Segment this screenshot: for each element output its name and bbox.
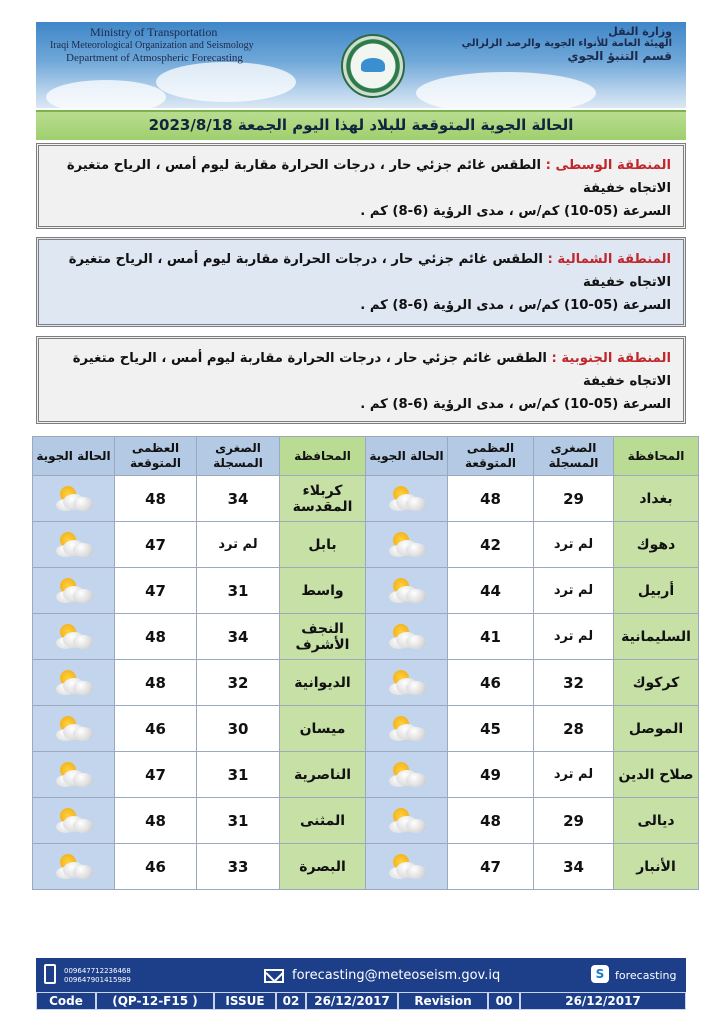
condition-cell (366, 614, 448, 660)
cloud-shape (73, 773, 93, 787)
partly-cloudy-icon (386, 668, 428, 698)
footer-contacts (36, 958, 686, 992)
cloud-shape (406, 681, 426, 695)
province-name: الموصل (614, 706, 699, 752)
province-name: السليمانية (614, 614, 699, 660)
region-forecast-line1: الطقس غائم جزئي حار ، درجات الحرارة مقاربة ليوم أمس ، الرياح متغيرة الاتجاه خفيفة (72, 351, 671, 389)
condition-cell (33, 798, 115, 844)
max-temp: 48 (115, 476, 197, 522)
province-name: البصرة (280, 844, 366, 890)
cloud-shape (73, 727, 93, 741)
condition-cell (366, 522, 448, 568)
province-name: كركوك (614, 660, 699, 706)
province-name: ديالى (614, 798, 699, 844)
max-temp: 47 (115, 568, 197, 614)
cloud-shape (406, 727, 426, 741)
header-province: المحافظة (614, 437, 699, 476)
province-name: دهوك (614, 522, 699, 568)
table-row (33, 568, 699, 614)
partly-cloudy-icon (53, 484, 95, 514)
table-row (33, 798, 699, 844)
table-row (33, 614, 699, 660)
condition-cell (33, 476, 115, 522)
forecast-title: الحالة الجوية المتوقعة للبلاد لهذا اليوم الجمعة 2023/8/18 (148, 116, 574, 134)
max-temp: 48 (115, 660, 197, 706)
max-temp: 42 (448, 522, 534, 568)
region-name: المنطقة الجنوبية : (551, 351, 671, 366)
province-name: الديوانية (280, 660, 366, 706)
province-name: الناصرية (280, 752, 366, 798)
header-max: العظمى المتوقعة (115, 437, 197, 476)
region-forecast-line1: الطقس غائم جزئي حار ، درجات الحرارة مقاربة ليوم أمس ، الرياح متغيرة الاتجاه خفيفة (66, 158, 671, 196)
condition-cell (33, 568, 115, 614)
max-temp: 47 (448, 844, 534, 890)
organization-name-ar: الهيئة العامة للأنواء الجوية والرصد الزلزالي (461, 38, 672, 49)
region-forecast-line2: السرعة (05-10) كم/س ، مدى الرؤية (6-8) كم . (360, 204, 671, 219)
organization-logo (341, 34, 405, 98)
phone-icon (44, 964, 56, 984)
cloud-shape (73, 543, 93, 557)
table-header-row (33, 437, 699, 476)
email-address[interactable]: forecasting@meteoseism.gov.iq (292, 968, 501, 983)
cloud-shape (73, 589, 93, 603)
revision-date: 26/12/2017 (520, 992, 686, 1010)
min-temp: لم ترد (534, 752, 614, 798)
partly-cloudy-icon (386, 852, 428, 882)
condition-cell (33, 706, 115, 752)
ministry-name-ar: وزارة النقل (608, 25, 672, 38)
table-row (33, 752, 699, 798)
condition-cell (33, 844, 115, 890)
min-temp: 30 (197, 706, 280, 752)
partly-cloudy-icon (386, 760, 428, 790)
min-temp: 31 (197, 798, 280, 844)
weather-table (32, 436, 699, 890)
max-temp: 48 (115, 614, 197, 660)
header-max: العظمى المتوقعة (448, 437, 534, 476)
province-name: بغداد (614, 476, 699, 522)
min-temp: 34 (197, 476, 280, 522)
province-name: بابل (280, 522, 366, 568)
partly-cloudy-icon (386, 622, 428, 652)
max-temp: 45 (448, 706, 534, 752)
cloud-shape (406, 865, 426, 879)
province-name: أربيل (614, 568, 699, 614)
max-temp: 47 (115, 752, 197, 798)
partly-cloudy-icon (386, 530, 428, 560)
header-min: الصغرى المسجلة (197, 437, 280, 476)
forecast-title-bar (36, 110, 686, 140)
min-temp: 31 (197, 752, 280, 798)
logo-emblem-icon (361, 58, 385, 72)
region-name: المنطقة الوسطى : (545, 158, 671, 173)
table-row (33, 706, 699, 752)
min-temp: لم ترد (534, 568, 614, 614)
min-temp: 32 (534, 660, 614, 706)
min-temp: 33 (197, 844, 280, 890)
min-temp: لم ترد (534, 614, 614, 660)
condition-cell (366, 476, 448, 522)
min-temp: 28 (534, 706, 614, 752)
region-forecast-line1: الطقس غائم جزئي حار ، درجات الحرارة مقاربة ليوم أمس ، الرياح متغيرة الاتجاه خفيفة (68, 252, 671, 290)
cloud-decoration (416, 72, 596, 108)
partly-cloudy-icon (53, 622, 95, 652)
partly-cloudy-icon (386, 806, 428, 836)
phone-numbers (64, 967, 131, 985)
max-temp: 41 (448, 614, 534, 660)
max-temp: 46 (448, 660, 534, 706)
header-condition: الحالة الجوية (33, 437, 115, 476)
cloud-shape (73, 497, 93, 511)
condition-cell (366, 798, 448, 844)
region-forecast-line2: السرعة (05-10) كم/س ، مدى الرؤية (6-8) كم . (360, 397, 671, 412)
condition-cell (366, 706, 448, 752)
cloud-shape (73, 865, 93, 879)
code-label: Code (36, 992, 96, 1010)
mail-icon (264, 969, 284, 983)
min-temp: 29 (534, 798, 614, 844)
province-name: الأنبار (614, 844, 699, 890)
province-name: ميسان (280, 706, 366, 752)
min-temp: 31 (197, 568, 280, 614)
partly-cloudy-icon (386, 484, 428, 514)
province-name: واسط (280, 568, 366, 614)
region-forecast-line2: السرعة (05-10) كم/س ، مدى الرؤية (6-8) كم . (360, 298, 671, 313)
cloud-shape (406, 773, 426, 787)
table-row (33, 522, 699, 568)
min-temp: 34 (534, 844, 614, 890)
max-temp: 46 (115, 844, 197, 890)
partly-cloudy-icon (53, 760, 95, 790)
revision-label: Revision (398, 992, 488, 1010)
region-north (36, 237, 686, 327)
partly-cloudy-icon (53, 668, 95, 698)
max-temp: 48 (448, 476, 534, 522)
condition-cell (33, 660, 115, 706)
min-temp: لم ترد (197, 522, 280, 568)
ministry-name-en: Ministry of Transportation (90, 25, 218, 39)
min-temp: 29 (534, 476, 614, 522)
footer (36, 958, 686, 1010)
region-central (36, 143, 686, 229)
table-row (33, 476, 699, 522)
cloud-shape (406, 497, 426, 511)
partly-cloudy-icon (386, 576, 428, 606)
phone-number: 009647712236468 (64, 967, 131, 975)
min-temp: لم ترد (534, 522, 614, 568)
header-province: المحافظة (280, 437, 366, 476)
issue-date: 26/12/2017 (306, 992, 398, 1010)
max-temp: 48 (115, 798, 197, 844)
province-name: صلاح الدين (614, 752, 699, 798)
cloud-decoration (156, 62, 296, 102)
min-temp: 32 (197, 660, 280, 706)
condition-cell (366, 844, 448, 890)
max-temp: 49 (448, 752, 534, 798)
province-name: المثنى (280, 798, 366, 844)
max-temp: 48 (448, 798, 534, 844)
cloud-shape (73, 635, 93, 649)
skype-icon: S (591, 965, 609, 983)
province-name: النجف الأشرف (280, 614, 366, 660)
condition-cell (33, 752, 115, 798)
issue-label: ISSUE (214, 992, 276, 1010)
header-banner (36, 22, 686, 108)
code-value: (QP-12-F15 ) (96, 992, 214, 1010)
partly-cloudy-icon (53, 714, 95, 744)
partly-cloudy-icon (386, 714, 428, 744)
skype-handle[interactable]: forecasting (615, 969, 677, 982)
cloud-shape (406, 543, 426, 557)
min-temp: 34 (197, 614, 280, 660)
organization-name-en: Iraqi Meteorological Organization and Seismology (50, 40, 254, 51)
issue-number: 02 (276, 992, 306, 1010)
cloud-shape (406, 819, 426, 833)
condition-cell (366, 568, 448, 614)
partly-cloudy-icon (53, 576, 95, 606)
cloud-shape (406, 635, 426, 649)
department-name-ar: قسم التنبؤ الجوي (567, 49, 672, 63)
condition-cell (33, 614, 115, 660)
max-temp: 46 (115, 706, 197, 752)
partly-cloudy-icon (53, 530, 95, 560)
partly-cloudy-icon (53, 806, 95, 836)
header-english (50, 26, 254, 65)
province-name: كربلاء المقدسة (280, 476, 366, 522)
cloud-shape (73, 819, 93, 833)
max-temp: 47 (115, 522, 197, 568)
header-condition: الحالة الجوية (366, 437, 448, 476)
table-row (33, 844, 699, 890)
department-name-en: Department of Atmospheric Forecasting (66, 52, 243, 64)
table-row (33, 660, 699, 706)
region-name: المنطقة الشمالية : (547, 252, 671, 267)
region-south (36, 336, 686, 424)
header-arabic (462, 25, 672, 63)
condition-cell (366, 660, 448, 706)
condition-cell (33, 522, 115, 568)
revision-number: 00 (488, 992, 520, 1010)
header-min: الصغرى المسجلة (534, 437, 614, 476)
phone-number: 009647901415989 (64, 976, 131, 984)
cloud-decoration (46, 80, 166, 108)
cloud-shape (406, 589, 426, 603)
cloud-shape (73, 681, 93, 695)
max-temp: 44 (448, 568, 534, 614)
document-control-strip (36, 992, 686, 1010)
partly-cloudy-icon (53, 852, 95, 882)
condition-cell (366, 752, 448, 798)
